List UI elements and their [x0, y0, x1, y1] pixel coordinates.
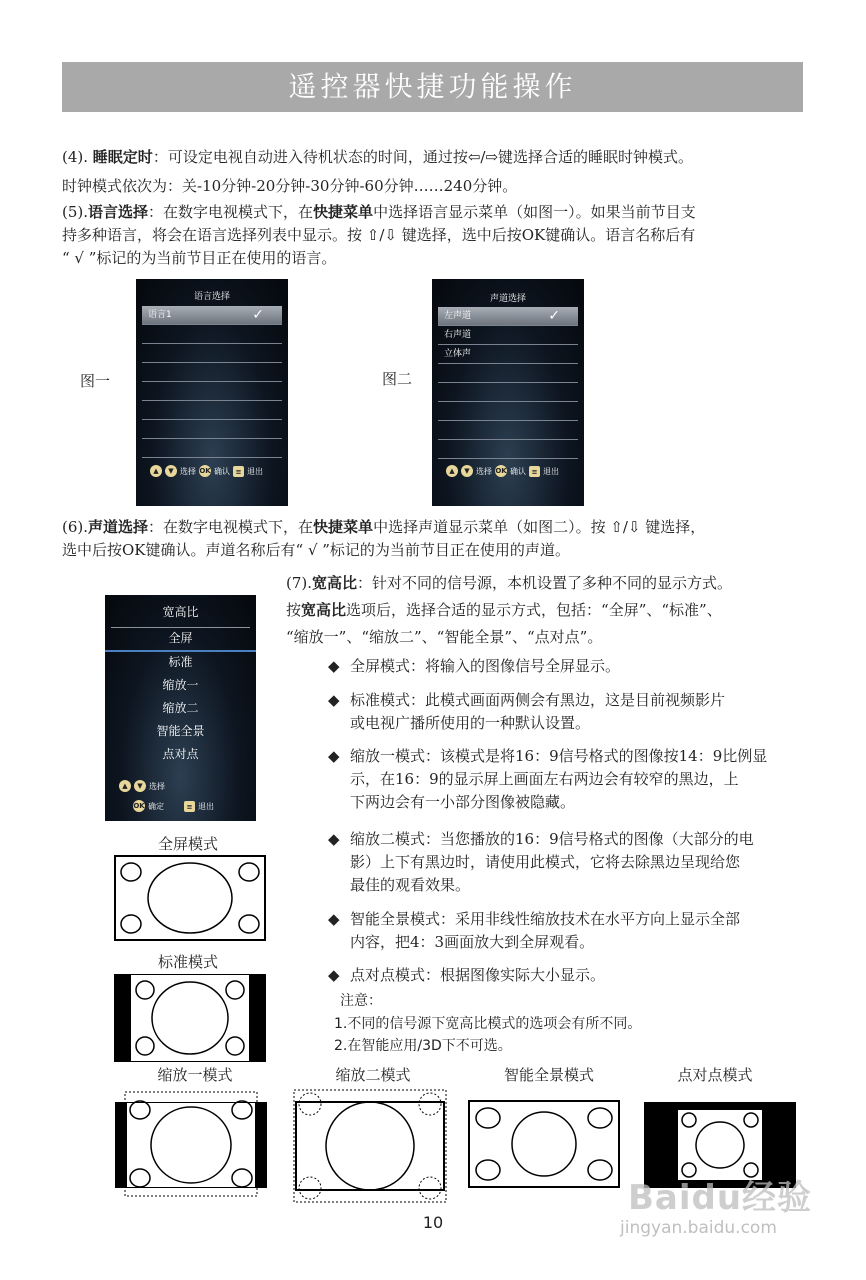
- audio-menu-footer: [446, 465, 578, 477]
- footer-ok-label: 确认: [214, 466, 230, 476]
- section-6-bold2: 快捷菜单: [313, 518, 374, 536]
- audio-item-left[interactable]: [438, 307, 578, 326]
- aspect-item-standard[interactable]: 标准: [168, 655, 193, 669]
- bullet-diamond-icon: ◆: [328, 910, 340, 928]
- ok-icon: OK: [133, 802, 145, 810]
- bullet-p2p: [328, 964, 605, 987]
- bullet-text: 下两边会有一小部分图像被隐藏。: [350, 793, 576, 811]
- language-empty-row: [142, 401, 282, 420]
- audio-menu-title: 声道选择: [489, 294, 526, 304]
- section-6-prefix: (6).: [62, 518, 89, 536]
- bullet-diamond-icon: ◆: [328, 657, 340, 675]
- bullet-text: 缩放一模式：该模式是将16：9信号格式的图像按14：9比例显: [350, 747, 768, 765]
- audio-item-label: 右声道: [444, 330, 472, 340]
- up-arrow-icon: ▲: [446, 465, 458, 477]
- baidu-watermark-url: jingyan.baidu.com: [620, 1218, 777, 1238]
- exit-icon: ≡: [529, 466, 540, 477]
- audio-item-stereo[interactable]: [438, 345, 578, 364]
- aspect-menu-title: 宽高比: [162, 605, 199, 619]
- zoom2-mode-diagram: [292, 1088, 448, 1204]
- language-empty-row: [142, 420, 282, 439]
- footer-exit-label: 退出: [543, 466, 559, 476]
- aspect-item-p2p[interactable]: 点对点: [162, 747, 199, 761]
- section-5-line3: “ √ ”标记的为当前节目正在使用的语言。: [62, 249, 337, 267]
- audio-empty-row: [438, 421, 578, 440]
- bullet-zoom2: [328, 828, 754, 897]
- bullet-smart: [328, 908, 740, 954]
- section-7-line3: “缩放一”、“缩放二”、“智能全景”、“点对点”。: [286, 628, 603, 646]
- audio-item-label: 立体声: [444, 349, 472, 359]
- aspect-item-zoom1[interactable]: 缩放一: [162, 678, 199, 692]
- smart-mode-label: 智能全景模式: [503, 1066, 594, 1084]
- section-7-heading: 宽高比: [312, 574, 358, 592]
- check-icon: ✓: [548, 308, 560, 324]
- p2p-mode-label: 点对点模式: [677, 1066, 753, 1084]
- section-6-line2: 选中后按OK键确认。声道名称后有“ √ ”标记的为当前节目正在使用的声道。: [62, 541, 570, 559]
- fullscreen-mode-label: 全屏模式: [157, 835, 218, 853]
- audio-channel-menu-screen: [432, 279, 584, 506]
- page-title: 遥控器快捷功能操作: [62, 62, 803, 112]
- section-5-text2: 中选择语言显示菜单（如图一）。如果当前节目支: [373, 203, 696, 221]
- zoom1-mode-label: 缩放一模式: [157, 1066, 233, 1084]
- down-arrow-icon: ▼: [461, 465, 473, 477]
- figure-1-label: 图一: [80, 372, 111, 390]
- aspect-item-fullscreen[interactable]: 全屏: [105, 627, 256, 652]
- ok-icon: OK: [495, 467, 507, 475]
- bullet-diamond-icon: ◆: [328, 830, 340, 848]
- footer-exit-label: 退出: [198, 801, 214, 811]
- exit-icon: ≡: [184, 801, 195, 812]
- footer-exit-label: 退出: [247, 466, 263, 476]
- section-7-line2: [286, 599, 722, 622]
- section-5-line1: [62, 201, 696, 224]
- bullet-text: 影）上下有黑边时，请使用此模式，它将去除黑边呈现给您: [350, 853, 741, 871]
- bullet-diamond-icon: ◆: [328, 966, 340, 984]
- language-empty-row: [142, 382, 282, 401]
- bullet-zoom1: [328, 745, 767, 814]
- section-4-line2: 时钟模式依次为：关-10分钟-20分钟-30分钟-60分钟……240分钟。: [62, 177, 518, 195]
- aspect-footer-select: [119, 780, 250, 792]
- section-5-line2: 持多种语言，将会在语言选择列表中显示。按 ⇧/⇩ 键选择，选中后按OK键确认。语言名称后有: [62, 226, 696, 244]
- down-arrow-icon: ▼: [134, 780, 146, 792]
- section-7-text1: ：针对不同的信号源，本机设置了多种不同的显示方式。: [357, 574, 733, 592]
- footer-select-label: 选择: [476, 466, 492, 476]
- aspect-ratio-menu-screen: [105, 595, 256, 821]
- zoom2-mode-label: 缩放二模式: [335, 1066, 411, 1084]
- exit-icon: ≡: [233, 466, 244, 477]
- footer-select-label: 选择: [180, 466, 196, 476]
- standard-mode-diagram: [114, 974, 266, 1062]
- section-7-line2-bold: 宽高比: [301, 601, 347, 619]
- audio-empty-row: [438, 440, 578, 459]
- language-item-1[interactable]: [142, 306, 282, 325]
- section-5-heading: 语言选择: [88, 203, 149, 221]
- section-6-heading: 声道选择: [88, 518, 149, 536]
- section-6-line1: [62, 516, 705, 539]
- bullet-diamond-icon: ◆: [328, 691, 340, 709]
- section-5-prefix: (5).: [62, 203, 89, 221]
- standard-mode-label: 标准模式: [157, 953, 218, 971]
- bullet-text: 缩放二模式：当您播放的16：9信号格式的图像（大部分的电: [350, 830, 754, 848]
- section-4-prefix: (4).: [62, 148, 93, 166]
- bullet-diamond-icon: ◆: [328, 747, 340, 765]
- smart-mode-diagram: [468, 1100, 620, 1188]
- bullet-text: 示，在16：9的显示屏上画面左右两边会有较窄的黑边，上: [350, 770, 739, 788]
- baidu-watermark-logo: Baidu经验: [628, 1178, 813, 1218]
- down-arrow-icon: ▼: [165, 465, 177, 477]
- up-arrow-icon: ▲: [119, 780, 131, 792]
- section-7-line1: [286, 572, 732, 595]
- section-5-text1: ：在数字电视模式下，在: [148, 203, 314, 221]
- bullet-text: 智能全景模式：采用非线性缩放技术在水平方向上显示全部: [350, 910, 741, 928]
- aspect-footer-ok: [133, 800, 250, 812]
- footer-ok-label: 确认: [510, 466, 526, 476]
- ok-icon: OK: [199, 467, 211, 475]
- up-arrow-icon: ▲: [150, 465, 162, 477]
- section-7-line2b: 选项后，选择合适的显示方式，包括：“全屏”、“标准”、: [346, 601, 722, 619]
- note-2: 2.在智能应用/3D下不可选。: [334, 1038, 512, 1054]
- page-number: 10: [422, 1213, 444, 1232]
- section-5-bold2: 快捷菜单: [313, 203, 374, 221]
- bullet-text: 或电视广播所使用的一种默认设置。: [350, 714, 591, 732]
- language-empty-row: [142, 363, 282, 382]
- zoom1-mode-diagram: [113, 1090, 269, 1200]
- bullet-text: 标准模式：此模式画面两侧会有黑边，这是目前视频影片: [350, 691, 726, 709]
- section-4-line1: [62, 146, 693, 169]
- section-6-text2: 中选择声道显示菜单（如图二）。按 ⇧/⇩ 键选择，: [373, 518, 706, 536]
- language-empty-row: [142, 344, 282, 363]
- aspect-item-smart[interactable]: 智能全景: [156, 724, 205, 738]
- language-menu-footer: [150, 465, 282, 477]
- footer-select-label: 选择: [149, 781, 165, 791]
- bullet-text: 点对点模式：根据图像实际大小显示。: [350, 966, 606, 984]
- section-7-prefix: (7).: [286, 574, 313, 592]
- bullet-text: 全屏模式：将输入的图像信号全屏显示。: [350, 657, 621, 675]
- note-title: 注意：: [340, 993, 382, 1009]
- aspect-item-zoom2[interactable]: 缩放二: [162, 701, 199, 715]
- section-6-text1: ：在数字电视模式下，在: [148, 518, 314, 536]
- language-empty-row: [142, 325, 282, 344]
- figure-2-label: 图二: [382, 370, 413, 388]
- bullet-text: 内容，把4：3画面放大到全屏观看。: [350, 933, 595, 951]
- section-4-text: ：可设定电视自动进入待机状态的时间，通过按⇦/⇨键选择合适的睡眠时钟模式。: [152, 148, 694, 166]
- audio-item-right[interactable]: [438, 326, 578, 345]
- audio-empty-row: [438, 402, 578, 421]
- audio-item-label: 左声道: [444, 311, 472, 321]
- bullet-standard: [328, 689, 725, 735]
- check-icon: ✓: [252, 307, 264, 323]
- audio-empty-row: [438, 364, 578, 383]
- section-4-heading: 睡眠定时: [92, 148, 153, 166]
- audio-empty-row: [438, 383, 578, 402]
- bullet-fullscreen: [328, 655, 620, 678]
- note-1: 1.不同的信号源下宽高比模式的选项会有所不同。: [334, 1016, 642, 1032]
- language-empty-row: [142, 439, 282, 458]
- footer-ok-label: 确定: [148, 801, 164, 811]
- language-item-label: 语言1: [148, 310, 172, 320]
- language-menu-title: 语言选择: [193, 292, 230, 302]
- fullscreen-mode-diagram: [114, 855, 266, 941]
- section-7-line2a: 按: [286, 601, 302, 619]
- language-menu-screen: [136, 279, 288, 506]
- bullet-text: 最佳的观看效果。: [350, 876, 471, 894]
